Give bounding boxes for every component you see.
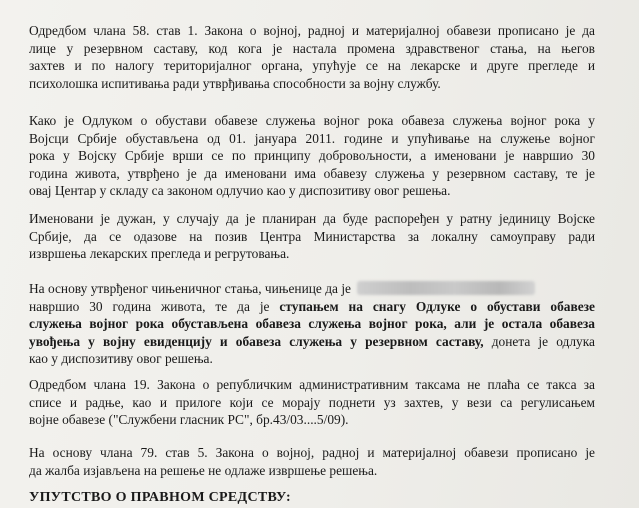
text-line: извршења лекарских прегледа и регрутовања. <box>29 246 290 262</box>
text-line: као у диспозитиву овог решења. <box>29 351 213 367</box>
bold-text: ступањем на снагу Одлуке о обустави обавезе <box>279 298 595 314</box>
paragraph-article-79 <box>29 444 595 479</box>
paragraph-article-58 <box>29 22 595 92</box>
bold-text: увођења у војну евиденцију и обавеза служења у резервном саставу, <box>29 333 484 349</box>
text-line: служења војног рока обустављена обавеза служења војног рока, али је остала обавеза <box>29 316 595 332</box>
text-line: лице у резервном саставу, код кога је настала промена здравственог стања, на његов <box>29 40 595 56</box>
line-text: донета је одлука <box>483 333 595 349</box>
text-line: захтев и по налогу територијалног органа, упућује се на лекарске и друге прегледе и <box>29 58 595 74</box>
text-line: овај Центар у складу са законом одлучио као у диспозитиву овог решења. <box>29 183 451 199</box>
text-line: војне обавезе ("Службени гласник РС", бр.43/03....5/09). <box>29 412 349 428</box>
text-line <box>29 298 595 316</box>
text-line: Одредбом члана 58. став 1. Закона о војној, радној и материјалној обавези прописано је да <box>29 23 595 38</box>
text-line: Србије, да се одазове на позив Центра Министарства за локалну самоуправу ради <box>29 228 595 244</box>
text-line: Одредбом члана 19. Закона о републичким административним таксама не плаћа се такса за <box>29 377 595 392</box>
paragraph-factual-basis <box>29 280 595 368</box>
line-text: На основу утврђеног чињеничног стања, чињенице да је <box>29 281 351 296</box>
paragraph-decision-reasoning <box>29 112 595 200</box>
text-line <box>29 280 595 298</box>
text-line: Војсци Србије обустављена од 01. јануара 2011. године и упућивање на служење војног <box>29 130 595 146</box>
text-line: Именовани је дужан, у случају да је планиран да буде распоређен у ратну јединицу Војске <box>29 211 595 226</box>
text-line: рока у Војску Србије врши се по принципу добровољности, а именовани је навршио 30 <box>29 148 595 164</box>
paragraph-obligation <box>29 210 595 263</box>
line-text: навршио 30 година живота, те да је <box>29 298 280 314</box>
text-line: психолошка испитивања ради утврђивања способности за војну службу. <box>29 75 441 91</box>
redacted-name-block <box>357 281 535 295</box>
text-line: списе и радње, као и прилоге који се морају поднети уз захтев, у вези са регулисањем <box>29 394 595 410</box>
legal-remedy-heading: УПУТСТВО О ПРАВНОМ СРЕДСТВУ: <box>29 490 292 505</box>
text-line: Како је Одлуком о обустави обавезе служења војног рока обавеза служења војног рока у <box>29 113 595 128</box>
text-line: година живота, утврђено је да именовани има обавезу служења у резервном саставу, те је <box>29 165 595 181</box>
text-line <box>29 333 595 351</box>
text-line: да жалба изјављена на решење не одлаже извршење решења. <box>29 462 378 478</box>
text-line: На основу члана 79. став 5. Закона о војној, радној и материјалној обавези прописано је <box>29 445 595 460</box>
paragraph-article-19 <box>29 376 595 429</box>
